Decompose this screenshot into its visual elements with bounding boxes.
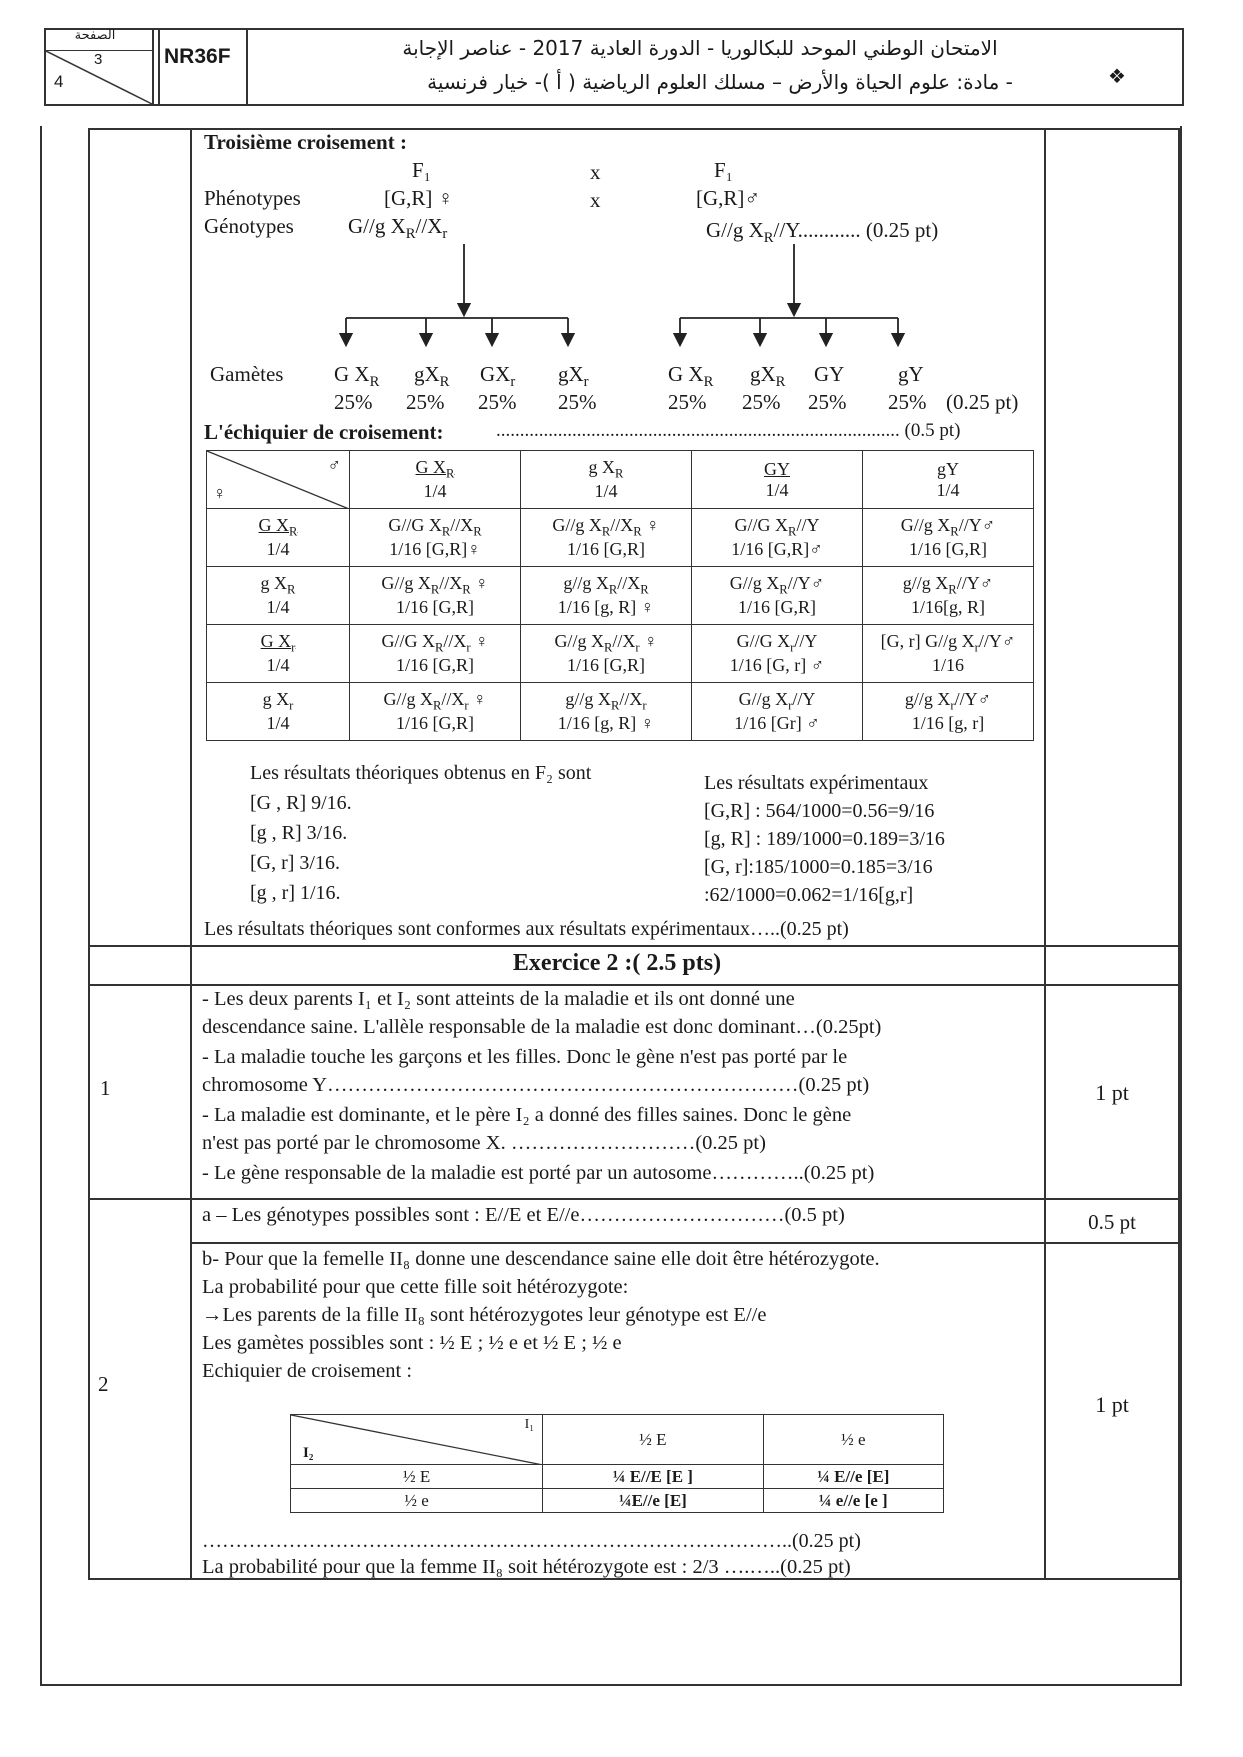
table-cell: G//g $X_r//Y$ 1/16 [Gr] ♂ <box>692 683 863 741</box>
row-header: G $X_R$ 1/4 <box>207 509 350 567</box>
final-answer: La probabilité pour que la femme II₈ soit hétérozygote est : 2/3 ….…..(0.25 pt) <box>202 1556 851 1578</box>
table-row <box>291 1465 944 1489</box>
echiquier-title: L'échiquier de croisement: <box>204 420 444 444</box>
table-cell: G//g $X_R//X_r$ ♀ 1/16 [G,R] <box>521 625 692 683</box>
male-symbol: ♂ <box>327 455 341 475</box>
phenotypes-label: Phénotypes <box>204 186 301 210</box>
row-header: ½ e <box>291 1489 543 1513</box>
answer-line: a – Les génotypes possibles sont : E//E et E//e…………………………(0.5 pt) <box>202 1204 845 1226</box>
row-header: g $X_R$ 1/4 <box>207 567 350 625</box>
table-row <box>207 509 1034 567</box>
table-cell: ¼ E//e [E] <box>763 1465 943 1489</box>
table-cell: G//g $X_R//X_R$ ♀ 1/16 [G,R] <box>521 509 692 567</box>
table-row <box>207 683 1034 741</box>
cross-title: Troisième croisement : <box>204 130 407 154</box>
table-cell: G//G $X_R//X_r$ ♀ 1/16 [G,R] <box>350 625 521 683</box>
diamond-icon: ❖ <box>1108 66 1126 88</box>
table-cell: G//g $X_R//Y♂$ 1/16 [G,R] <box>863 509 1034 567</box>
f1-right: F₁ <box>714 158 734 182</box>
corner-cell <box>207 451 350 509</box>
experimental-result: [G, r]:185/1000=0.185=3/16 <box>704 856 933 878</box>
answer-line: Les gamètes possibles sont : ½ E ; ½ e et ½ E ; ½ e <box>202 1332 622 1354</box>
gamete-pct: 25% <box>334 390 373 414</box>
answer-line: - Le gène responsable de la maladie est porté par un autosome…………..(0.25 pt) <box>202 1162 875 1184</box>
points: 1 pt <box>1095 1392 1129 1417</box>
page-label: الصفحة <box>74 28 116 43</box>
corner-cell: I₁ I₂ <box>291 1415 543 1465</box>
genotype-female: G//g $X_R//X_r$ <box>348 214 448 243</box>
answer-line: - La maladie touche les garçons et les filles. Donc le gène n'est pas porté par le <box>202 1046 848 1068</box>
gametes-label: Gamètes <box>210 362 284 386</box>
table-row <box>207 567 1034 625</box>
gamete-pct: 25% <box>742 390 781 414</box>
theoretical-result: [G, r] 3/16. <box>250 852 340 874</box>
answer-line: n'est pas porté par le chromosome X. ………………………(0.25 pt) <box>202 1132 766 1154</box>
col-header: ½ e <box>763 1415 943 1465</box>
genotypes-label: Génotypes <box>204 214 294 238</box>
cross-x: x <box>590 188 601 212</box>
question-number: 1 <box>100 1076 111 1100</box>
gamete: GY <box>814 362 845 386</box>
col-header: GY 1/4 <box>692 451 863 509</box>
exam-title: الامتحان الوطني الموحد للبكالوريا - الدورة العادية 2017 - عناصر الإجابة <box>402 36 998 60</box>
echiquier-points: ..................................................................................... (0.5 pt) <box>496 420 961 441</box>
theoretical-title: Les résultats théoriques obtenus en F₂ sont <box>250 762 592 784</box>
gametes-points: (0.25 pt) <box>946 390 1019 414</box>
answer-line: La probabilité pour que cette fille soit hétérozygote: <box>202 1276 629 1298</box>
row-header: G $X_r$ 1/4 <box>207 625 350 683</box>
table-cell: [G, r] G//g $X_r//Y♂$ 1/16 <box>863 625 1034 683</box>
table-row <box>291 1489 944 1513</box>
gamete: $gX_R$ <box>750 362 786 391</box>
experimental-title: Les résultats expérimentaux <box>704 772 929 794</box>
gamete: $gX_r$ <box>558 362 589 391</box>
table-row <box>207 625 1034 683</box>
col-header: gY 1/4 <box>863 451 1034 509</box>
col-header: G $X_R$ 1/4 <box>350 451 521 509</box>
points: 1 pt <box>1095 1080 1129 1105</box>
table-cell: G//G $X_r//Y$ 1/16 [G, r] ♂ <box>692 625 863 683</box>
answer-line: →Les parents de la fille II₈ sont hétérozygotes leur génotype est E//e <box>202 1304 767 1326</box>
theoretical-result: [g , r] 1/16. <box>250 882 341 904</box>
exam-subject: - مادة: علوم الحياة والأرض – مسلك العلوم الرياضية ( أ )- خيار فرنسية <box>427 70 1013 94</box>
table-cell: g//g $X_R//X_r$ 1/16 [g, R] ♀ <box>521 683 692 741</box>
table-cell: G//G $X_R//X_R$ 1/16 [G,R]♀ <box>350 509 521 567</box>
table-cell: g//g $X_R//X_R$ 1/16 [g, R] ♀ <box>521 567 692 625</box>
gamete-pct: 25% <box>808 390 847 414</box>
col-header: ½ E <box>543 1415 763 1465</box>
row-header: ½ E <box>291 1465 543 1489</box>
gamete-arrows <box>330 240 930 350</box>
answer-line: chromosome Y……………………………………………………………(0.25 pt) <box>202 1074 870 1096</box>
gamete-pct: 25% <box>888 390 927 414</box>
gamete: G $X_R$ <box>334 362 380 391</box>
dotted-line: ……………………………………………………………………………..(0.25 pt) <box>202 1530 861 1552</box>
answer-line: - Les deux parents I₁ et I₂ sont atteints de la maladie et ils ont donné une <box>202 988 795 1010</box>
table-cell: G//g $X_R//X_R$ ♀ 1/16 [G,R] <box>350 567 521 625</box>
experimental-result: :62/1000=0.062=1/16[g,r] <box>704 884 914 906</box>
punnett-square <box>206 450 1034 741</box>
female-symbol: ♀ <box>213 483 227 504</box>
experimental-result: [G,R] : 564/1000=0.56=9/16 <box>704 800 935 822</box>
gamete: $GX_r$ <box>480 362 516 391</box>
row-header: g $X_r$ 1/4 <box>207 683 350 741</box>
phenotype-female: [G,R] ♀ <box>384 186 454 210</box>
gamete-pct: 25% <box>668 390 707 414</box>
gamete-pct: 25% <box>558 390 597 414</box>
cross-x: x <box>590 160 601 184</box>
punnett-square-2 <box>290 1414 944 1513</box>
table-cell: G//g $X_R//X_r$ ♀ 1/16 [G,R] <box>350 683 521 741</box>
table-cell: ¼ E//E [E ] <box>543 1465 763 1489</box>
page-number: 3 <box>94 51 103 68</box>
table-cell: ¼ e//e [e ] <box>763 1489 943 1513</box>
points: 0.5 pt <box>1088 1210 1136 1234</box>
gamete-pct: 25% <box>478 390 517 414</box>
col-header: g $X_R$ 1/4 <box>521 451 692 509</box>
table-cell: g//g $X_r//Y♂$ 1/16 [g, r] <box>863 683 1034 741</box>
gamete: $gX_R$ <box>414 362 450 391</box>
table-cell: ¼E//e [E] <box>543 1489 763 1513</box>
phenotype-male: [G,R]♂ <box>696 186 761 210</box>
answer-line: b- Pour que la femelle II₈ donne une descendance saine elle doit être hétérozygote. <box>202 1248 880 1270</box>
f1-left: F₁ <box>412 158 432 182</box>
gamete-pct: 25% <box>406 390 445 414</box>
page-total: 4 <box>54 72 64 91</box>
conclusion: Les résultats théoriques sont conformes aux résultats expérimentaux…..(0.25 pt) <box>204 918 849 940</box>
table-cell: g//g $X_R//Y♂$ 1/16[g, R] <box>863 567 1034 625</box>
exam-code: NR36F <box>164 45 231 68</box>
gamete: gY <box>898 362 924 386</box>
question-number: 2 <box>98 1372 109 1396</box>
gamete: G $X_R$ <box>668 362 714 391</box>
answer-line: descendance saine. L'allèle responsable de la maladie est donc dominant…(0.25pt) <box>202 1016 882 1038</box>
table-cell: G//G $X_R//Y$ 1/16 [G,R]♂ <box>692 509 863 567</box>
genotype-male: G//g $X_R//Y$............ (0.25 pt) <box>706 218 939 247</box>
experimental-result: [g, R] : 189/1000=0.189=3/16 <box>704 828 945 850</box>
theoretical-result: [g , R] 3/16. <box>250 822 348 844</box>
answer-line: - La maladie est dominante, et le père I₂ a donné des filles saines. Donc le gène <box>202 1104 852 1126</box>
exercise-title: Exercice 2 :( 2.5 pts) <box>512 950 722 976</box>
answer-line: Echiquier de croisement : <box>202 1360 413 1382</box>
table-cell: G//g $X_R//Y♂$ 1/16 [G,R] <box>692 567 863 625</box>
theoretical-result: [G , R] 9/16. <box>250 792 352 814</box>
